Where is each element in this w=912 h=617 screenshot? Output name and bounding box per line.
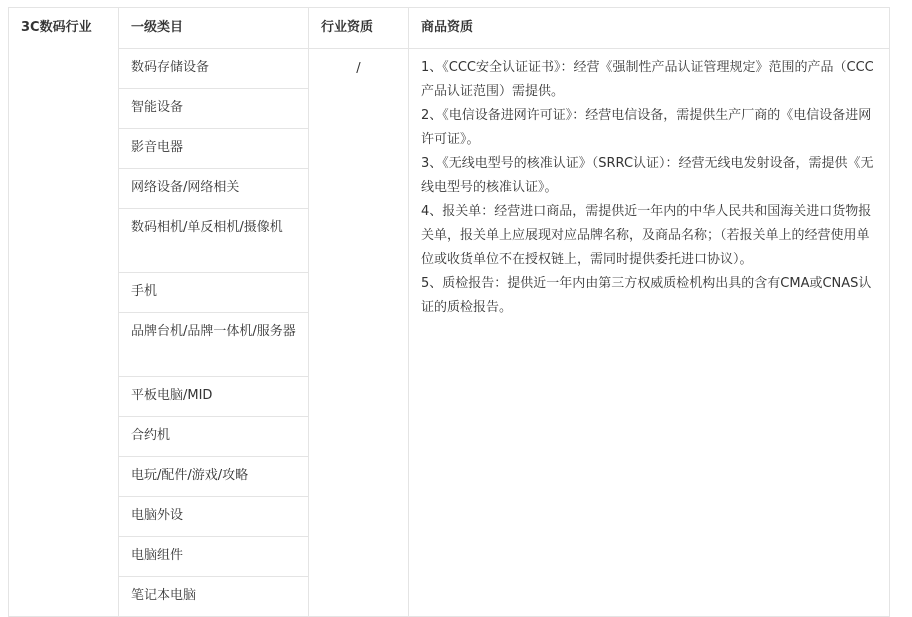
- product-qualification-item: 1、《CCC安全认证证书》：经营《强制性产品认证管理规定》范围的产品（CCC产品认证范围）需提供。: [421, 60, 874, 99]
- category-item: 品牌台机/品牌一体机/服务器: [119, 313, 309, 377]
- category-item: 数码存储设备: [119, 49, 309, 89]
- product-qualification-list: [409, 49, 890, 617]
- product-qualification-item: 2、《电信设备进网许可证》：经营电信设备，需提供生产厂商的《电信设备进网许可证》。: [421, 108, 872, 147]
- category-item: 合约机: [119, 417, 309, 457]
- product-qualification-item: 5、质检报告：提供近一年内由第三方权威质检机构出具的含有CMA或CNAS认证的质检报告。: [421, 276, 872, 315]
- industry-name: 3C数码行业: [9, 8, 119, 617]
- industry-qualification-header: 行业资质: [309, 8, 409, 49]
- header-row: [9, 8, 890, 49]
- table-row: [9, 49, 890, 89]
- category-item: 电玩/配件/游戏/攻略: [119, 457, 309, 497]
- category-item: 手机: [119, 273, 309, 313]
- category-item: 平板电脑/MID: [119, 377, 309, 417]
- category-item: 电脑组件: [119, 537, 309, 577]
- category-item: 智能设备: [119, 89, 309, 129]
- category-item: 数码相机/单反相机/摄像机: [119, 209, 309, 273]
- product-qualification-item: 4、报关单：经营进口商品，需提供近一年内的中华人民共和国海关进口货物报关单，报关单上应展现对应品牌名称，及商品名称；（若报关单上的经营使用单位或收货单位不在授权链上，需同时提供委托进口协议）。: [421, 204, 872, 267]
- product-qualification-header: 商品资质: [409, 8, 890, 49]
- category-item: 电脑外设: [119, 497, 309, 537]
- category-item: 笔记本电脑: [119, 577, 309, 617]
- product-qualification-item: 3、《无线电型号的核准认证》（SRRC认证）：经营无线电发射设备，需提供《无线电型号的核准认证》。: [421, 156, 874, 195]
- category-item: 影音电器: [119, 129, 309, 169]
- category-item: 网络设备/网络相关: [119, 169, 309, 209]
- qualification-table: [8, 7, 890, 617]
- category-header: 一级类目: [119, 8, 309, 49]
- industry-qualification-value: /: [309, 49, 409, 617]
